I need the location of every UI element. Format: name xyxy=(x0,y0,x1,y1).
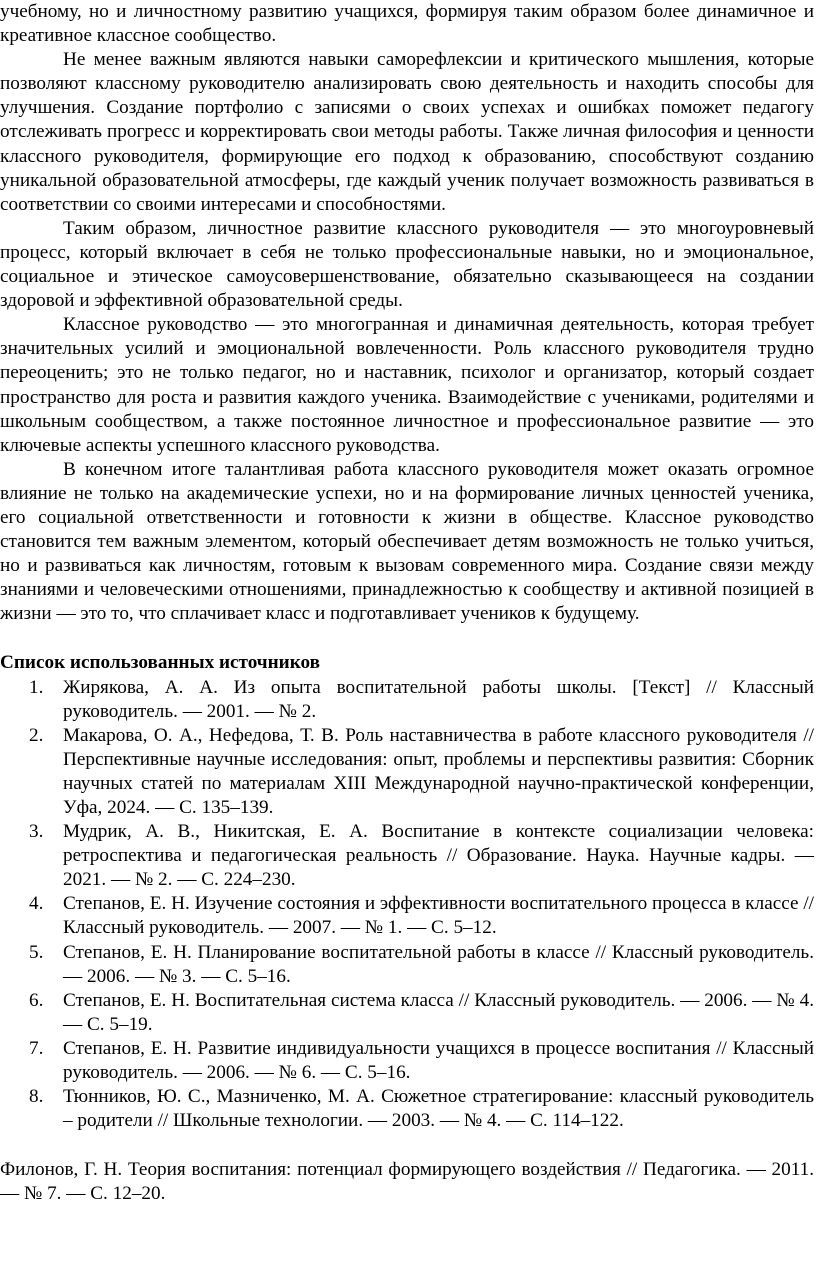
source-item xyxy=(0,676,814,724)
sources-heading: Список использованных источников xyxy=(0,652,321,674)
source-text: Степанов, Е. Н. Воспитательная система класса // Классный руководитель. — 2006. — № 4. — С. 5–19. xyxy=(63,989,814,1035)
source-text: Мудрик, А. В., Никитская, Е. А. Воспитание в контексте социализации человека: ретроспектива и педагогическая реальность // Образование. Наука. Научные кадры. — 2021. — № 2. — С. 224–230. xyxy=(63,821,814,891)
paragraph-personal-development: Таким образом, личностное развитие классного руководителя — это многоуровневый процесс, который включает в себя не только профессиональные навыки, но и эмоциональное, социальное и этическое самоусовершенствование, обязательно сказывающееся на создании здоровой и эффективной образовательной среды. xyxy=(0,217,814,312)
paragraph-self-reflection: Не менее важным являются навыки саморефлексии и критического мышления, которые позволяют классному руководителю анализировать свою деятельность и находить способы для улучшения. Создание портфолио с записями о своих успехах и ошибках поможет педагогу отслеживать прогресс и корректировать свои методы работы. Также личная философия и ценности классного руководителя, формирующие его подход к образованию, способствуют созданию уникальной образовательной атмосферы, где каждый ученик получает возможность развиваться в соответствии со своими интересами и способностями. xyxy=(0,49,814,215)
paragraph-continuation: учебному, но и личностному развитию учащихся, формируя таким образом более динамичное и креативное классное сообщество. xyxy=(0,1,814,47)
source-number: 8. xyxy=(29,1086,44,1108)
source-number: 2. xyxy=(29,724,44,746)
source-number: 1. xyxy=(29,676,44,698)
sources-list xyxy=(0,676,814,1134)
source-number: 6. xyxy=(29,989,44,1011)
source-text: Степанов, Е. Н. Изучение состояния и эффективности воспитательного процесса в классе // Классный руководитель. — 2007. — № 1. — С. 5–12. xyxy=(63,893,814,939)
source-text: Степанов, Е. Н. Планирование воспитательной работы в классе // Классный руководитель. — 2006. — № 3. — С. 5–16. xyxy=(63,941,814,987)
paragraph-class-leadership: Классное руководство — это многогранная и динамичная деятельность, которая требует значительных усилий и эмоциональной вовлеченности. Роль классного руководителя трудно переоценить; это не только педагог, но и наставник, психолог и организатор, который создает пространство для роста и развития каждого ученика. Взаимодействие с учениками, родителями и школьным сообществом, а также постоянное личностное и профессиональное развитие — это ключевые аспекты успешного классного руководства. xyxy=(0,314,814,456)
source-text: Тюнников, Ю. С., Мазниченко, М. А. Сюжетное стратегирование: классный руководитель – родители // Школьные технологии. — 2003. — № 4. — С. 114–122. xyxy=(63,1086,814,1132)
source-text: Макарова, О. А., Нефедова, Т. В. Роль наставничества в работе классного руководителя // Перспективные научные исследования: опыт, проблемы и перспективы развития: Сборник научных статей по материалам XIII Международной научно-практической конференции, Уфа, 2024. — С. 135–139. xyxy=(63,724,814,818)
source-item xyxy=(0,1037,814,1085)
source-item xyxy=(0,820,814,892)
paragraph-conclusion: В конечном итоге талантливая работа классного руководителя может оказать огромное влияние не только на академические успехи, но и на формирование личных ценностей ученика, его социальной ответственности и готовности к жизни в обществе. Классное руководство становится тем важным элементом, который обеспечивает детям возможность не только учиться, но и развиваться как личностям, готовым к вызовам современного мира. Создание связи между знаниями и человеческими отношениями, принадлежностью к сообществу и активной позицией в жизни — это то, что сплачивает класс и подготавливает учеников к будущему. xyxy=(0,458,814,625)
source-item xyxy=(0,989,814,1037)
source-text: Жирякова, А. А. Из опыта воспитательной работы школы. [Текст] // Классный руководитель. — 2001. — № 2. xyxy=(63,676,814,722)
source-number: 4. xyxy=(29,893,44,915)
source-item xyxy=(0,892,814,940)
source-number: 7. xyxy=(29,1037,44,1059)
source-number: 3. xyxy=(29,821,44,843)
source-item xyxy=(0,724,814,820)
source-number: 5. xyxy=(29,941,44,963)
source-item xyxy=(0,941,814,989)
source-item xyxy=(0,1085,814,1133)
tail-reference: Филонов, Г. Н. Теория воспитания: потенциал формирующего воздействия // Педагогика. — 2011. — № 7. — С. 12–20. xyxy=(0,1159,814,1205)
source-text: Степанов, Е. Н. Развитие индивидуальности учащихся в процессе воспитания // Классный руководитель. — 2006. — № 6. — С. 5–16. xyxy=(63,1037,814,1084)
